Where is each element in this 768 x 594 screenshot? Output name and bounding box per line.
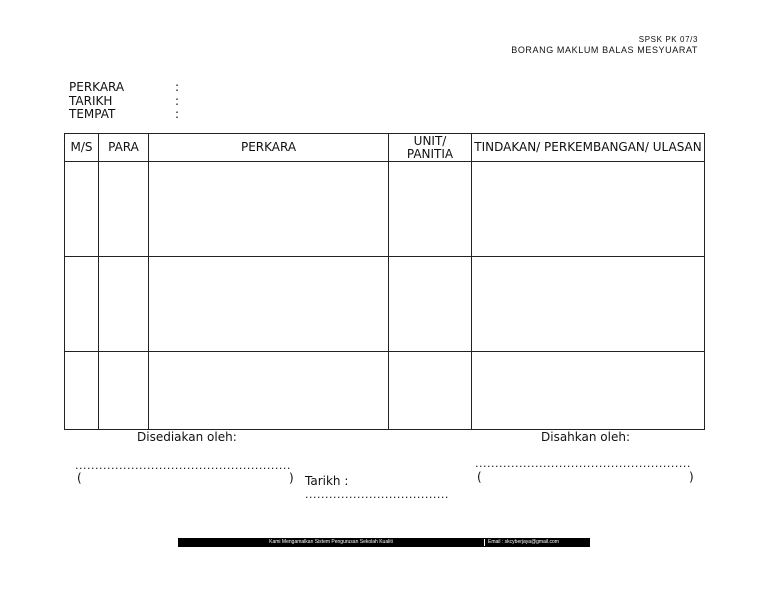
meta-perkara-label: PERKARA: [69, 80, 125, 94]
minutes-table: [64, 133, 705, 430]
meta-perkara-sep: :: [175, 80, 180, 94]
table-header-row: [65, 134, 705, 162]
prepared-by-label: Disediakan oleh:: [137, 430, 237, 444]
col-unit: [389, 134, 472, 162]
cell-tindakan[interactable]: [472, 352, 705, 430]
cell-unit[interactable]: [389, 257, 472, 352]
meta-tempat-sep: :: [175, 107, 180, 121]
prepared-open-paren: (: [77, 471, 82, 485]
form-title: BORANG MAKLUM BALAS MESYUARAT: [511, 45, 698, 55]
cell-para[interactable]: [99, 257, 149, 352]
meta-tempat-label: TEMPAT: [69, 107, 116, 121]
cell-ms[interactable]: [65, 257, 99, 352]
table-row: [65, 257, 705, 352]
col-ms: M/S: [65, 134, 99, 162]
cell-unit[interactable]: [389, 162, 472, 257]
prepared-signature-line: ......................................................: [75, 459, 291, 472]
approved-close-paren: ): [689, 470, 694, 484]
footer-email: Email : skcyberjaya@gmail.com: [488, 539, 559, 545]
footer-motto: Kami Mengamalkan Sistem Pengurusan Sekolah Kualiti: [269, 539, 393, 545]
col-perkara: PERKARA: [149, 134, 389, 162]
meta-tempat: [69, 108, 179, 121]
cell-tindakan[interactable]: [472, 162, 705, 257]
meta-tarikh-sep: :: [175, 94, 180, 108]
form-code: SPSK PK 07/3: [638, 35, 698, 44]
footer-bar: [178, 538, 590, 547]
date-line: ....................................: [305, 488, 449, 501]
approved-signature-line: ......................................................: [475, 457, 691, 470]
col-tindakan: TINDAKAN/ PERKEMBANGAN/ ULASAN: [472, 134, 705, 162]
cell-ms[interactable]: [65, 352, 99, 430]
footer-divider: [484, 539, 485, 546]
cell-perkara[interactable]: [149, 257, 389, 352]
cell-para[interactable]: [99, 352, 149, 430]
col-unit-line1: UNIT/: [413, 133, 447, 148]
approved-open-paren: (: [477, 470, 482, 484]
cell-unit[interactable]: [389, 352, 472, 430]
cell-perkara[interactable]: [149, 352, 389, 430]
col-para: PARA: [99, 134, 149, 162]
prepared-close-paren: ): [289, 471, 294, 485]
date-label: Tarikh :: [305, 474, 349, 488]
col-unit-line2: PANITIA: [406, 146, 454, 161]
cell-para[interactable]: [99, 162, 149, 257]
approved-by-label: Disahkan oleh:: [541, 430, 631, 444]
meta-tarikh-label: TARIKH: [69, 94, 113, 108]
cell-tindakan[interactable]: [472, 257, 705, 352]
meta-perkara: [69, 81, 179, 94]
cell-ms[interactable]: [65, 162, 99, 257]
table-row: [65, 162, 705, 257]
table-row: [65, 352, 705, 430]
cell-perkara[interactable]: [149, 162, 389, 257]
